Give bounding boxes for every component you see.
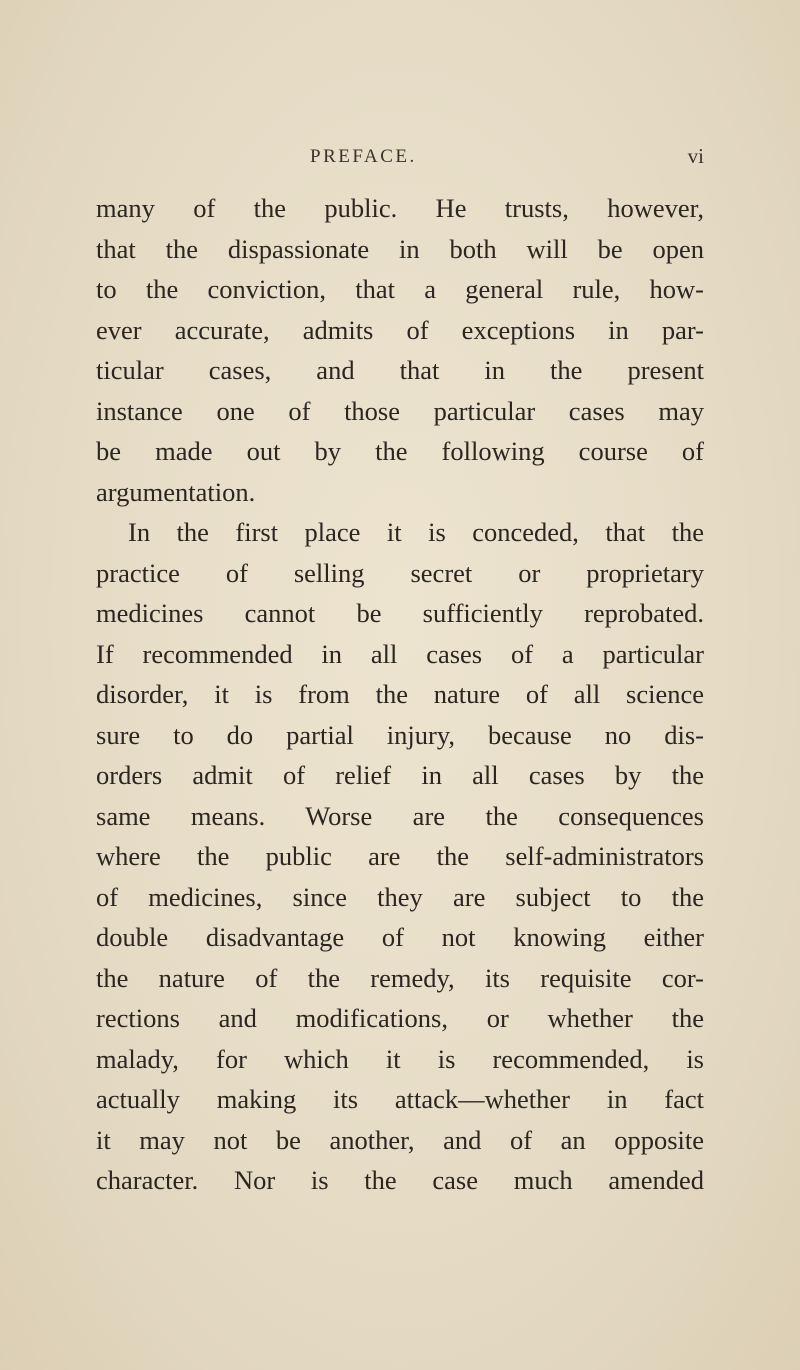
text-line: ticular cases, and that in the present — [96, 355, 704, 385]
text-line: instance one of those particular cases may — [96, 395, 704, 426]
body-text — [96, 188, 704, 1201]
running-title: PREFACE. — [310, 146, 417, 167]
text-line: that the dispassionate in both will be open — [96, 233, 704, 264]
text-line: ever accurate, admits of exceptions in par- — [96, 314, 704, 345]
text-line: argumentation. — [96, 476, 256, 507]
text-line: where the public are the self-administrators — [96, 841, 704, 871]
text-line: actually making its attack—whether in fact — [96, 1084, 704, 1114]
paragraph-2 — [96, 512, 704, 1201]
text-line: same means. Worse are the consequences — [96, 800, 704, 831]
text-line: In the first place it is conceded, that the — [128, 517, 704, 547]
text-line: If recommended in all cases of a particular — [96, 638, 704, 669]
text-line: orders admit of relief in all cases by the — [96, 760, 704, 790]
text-line: be made out by the following course of — [96, 436, 704, 466]
text-line: medicines cannot be sufficiently reprobated. — [96, 598, 704, 628]
text-line: malady, for which it is recommended, is — [96, 1043, 704, 1074]
text-line: the nature of the remedy, its requisite cor- — [96, 962, 704, 993]
text-line: to the conviction, that a general rule, how- — [96, 274, 704, 304]
text-line: character. Nor is the case much amended — [96, 1165, 704, 1195]
text-line: many of the public. He trusts, however, — [96, 193, 704, 223]
text-line: double disadvantage of not knowing either — [96, 922, 704, 952]
running-head — [96, 146, 704, 176]
text-line: disorder, it is from the nature of all science — [96, 679, 704, 709]
text-line: it may not be another, and of an opposite — [96, 1124, 704, 1155]
text-line: sure to do partial injury, because no dis- — [96, 719, 704, 750]
text-line: of medicines, since they are subject to the — [96, 881, 704, 912]
page-number: vi — [687, 144, 704, 168]
paragraph-1 — [96, 188, 704, 512]
text-line: practice of selling secret or proprietary — [96, 557, 704, 588]
text-line: rections and modifications, or whether the — [96, 1003, 704, 1033]
